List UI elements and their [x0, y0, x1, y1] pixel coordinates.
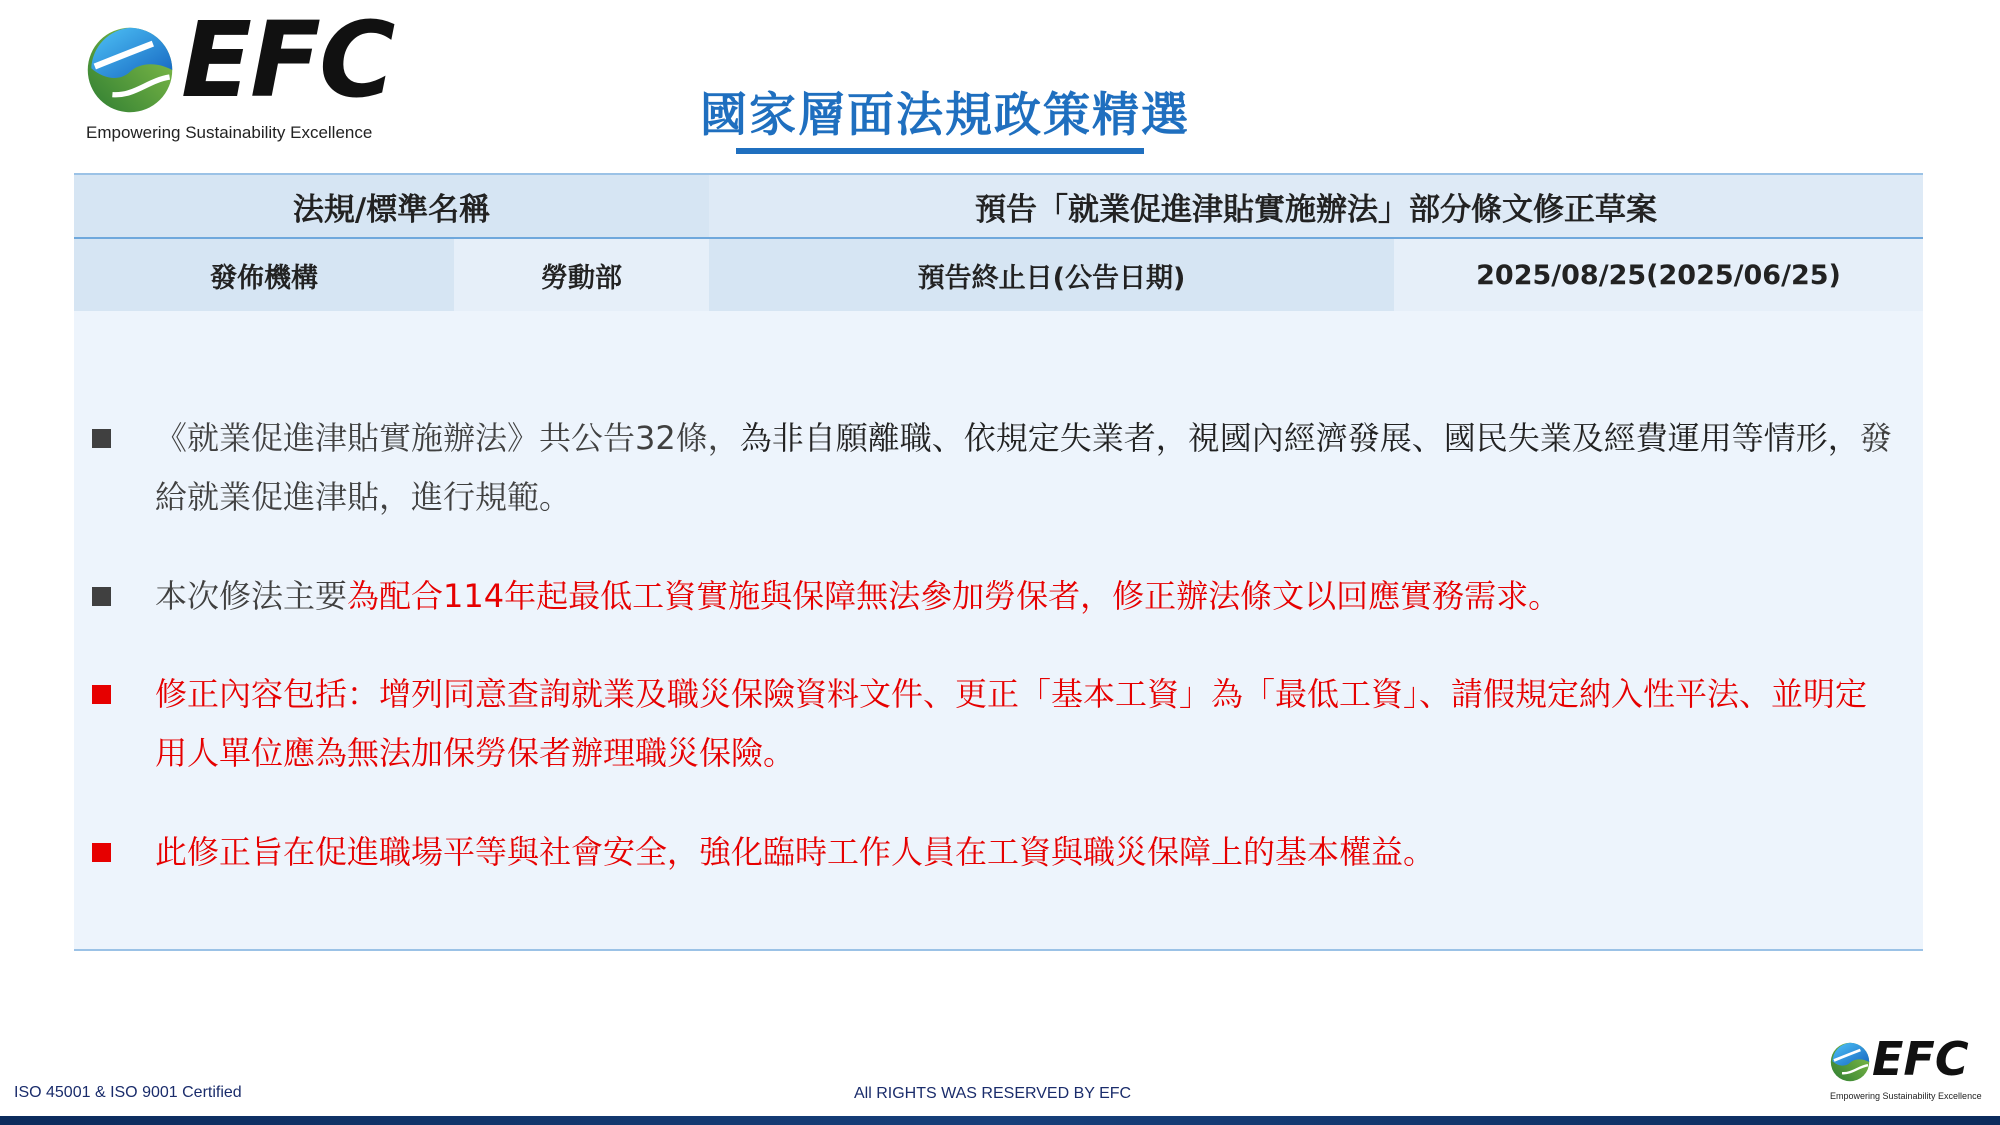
square-bullet-icon: [92, 685, 111, 704]
publisher-value-cell: 勞動部: [454, 239, 709, 311]
footer-bar: [0, 1116, 2000, 1125]
deadline-value-cell: 2025/08/25(2025/06/25): [1394, 239, 1923, 311]
bullet-item: [92, 409, 1892, 527]
logo-tagline: Empowering Sustainability Excellence: [86, 123, 373, 142]
bullet-text: [155, 409, 1892, 527]
name-value-cell: 預告「就業促進津貼實施辦法」部分條文修正草案: [709, 175, 1923, 237]
bullet-segment: 發給就業促進津貼，進行規範。: [155, 419, 1892, 516]
footer-certification: ISO 45001 & ISO 9001 Certified: [14, 1084, 242, 1101]
bullet-text: [155, 567, 1892, 626]
bullet-item: [92, 567, 1892, 626]
bullet-segment: 《就業促進津貼實施辦法》共公告32條，: [155, 419, 740, 457]
bullet-segment: 修正內容包括：增列同意查詢就業及職災保險資料文件、更正「基本工資」為「最低工資」、請假規定納入性平法、並明定用人單位應為無法加保勞保者辦理職災保險。: [155, 675, 1868, 772]
logo-wordmark: EFC: [181, 0, 394, 121]
square-bullet-icon: [92, 843, 111, 862]
bullet-segment: 本次修法主要: [155, 577, 348, 615]
name-label-cell: 法規/標準名稱: [74, 175, 709, 237]
efc-globe-icon: [86, 26, 174, 114]
efc-globe-icon: [1830, 1042, 1870, 1082]
bullet-segment: 為配合114年起最低工資實施與保障無法參加勞保者，修正辦法條文以回應實務需求。: [347, 577, 1561, 615]
footer-rights: All RIGHTS WAS RESERVED BY EFC: [854, 1085, 1132, 1102]
efc-logo: [86, 0, 396, 152]
bullet-item: [92, 823, 1892, 882]
content-panel: [74, 311, 1923, 951]
title-underline: [736, 148, 1144, 154]
page-title: 國家層面法規政策精選: [700, 88, 1190, 143]
bullet-segment: 為非自願離職、依規定失業者，視國內經濟發展、國民失業及經費運用等情形，: [739, 419, 1860, 457]
logo-wordmark: EFC: [1872, 1032, 1969, 1086]
bullet-text: [155, 823, 1892, 882]
bullet-segment: 此修正旨在促進職場平等與社會安全，強化臨時工作人員在工資與職災保障上的基本權益。: [155, 833, 1436, 871]
bullet-item: [92, 665, 1892, 783]
footer-efc-logo: [1830, 1032, 1990, 1108]
regulation-info-table: [74, 173, 1923, 311]
table-row-name: [74, 173, 1923, 239]
square-bullet-icon: [92, 587, 111, 606]
logo-tagline: Empowering Sustainability Excellence: [1830, 1091, 1982, 1101]
bullet-text: [155, 665, 1892, 783]
square-bullet-icon: [92, 429, 111, 448]
table-row-publisher: [74, 239, 1923, 311]
deadline-label-cell: 預告終止日(公告日期): [709, 239, 1394, 311]
publisher-label-cell: 發佈機構: [74, 239, 454, 311]
